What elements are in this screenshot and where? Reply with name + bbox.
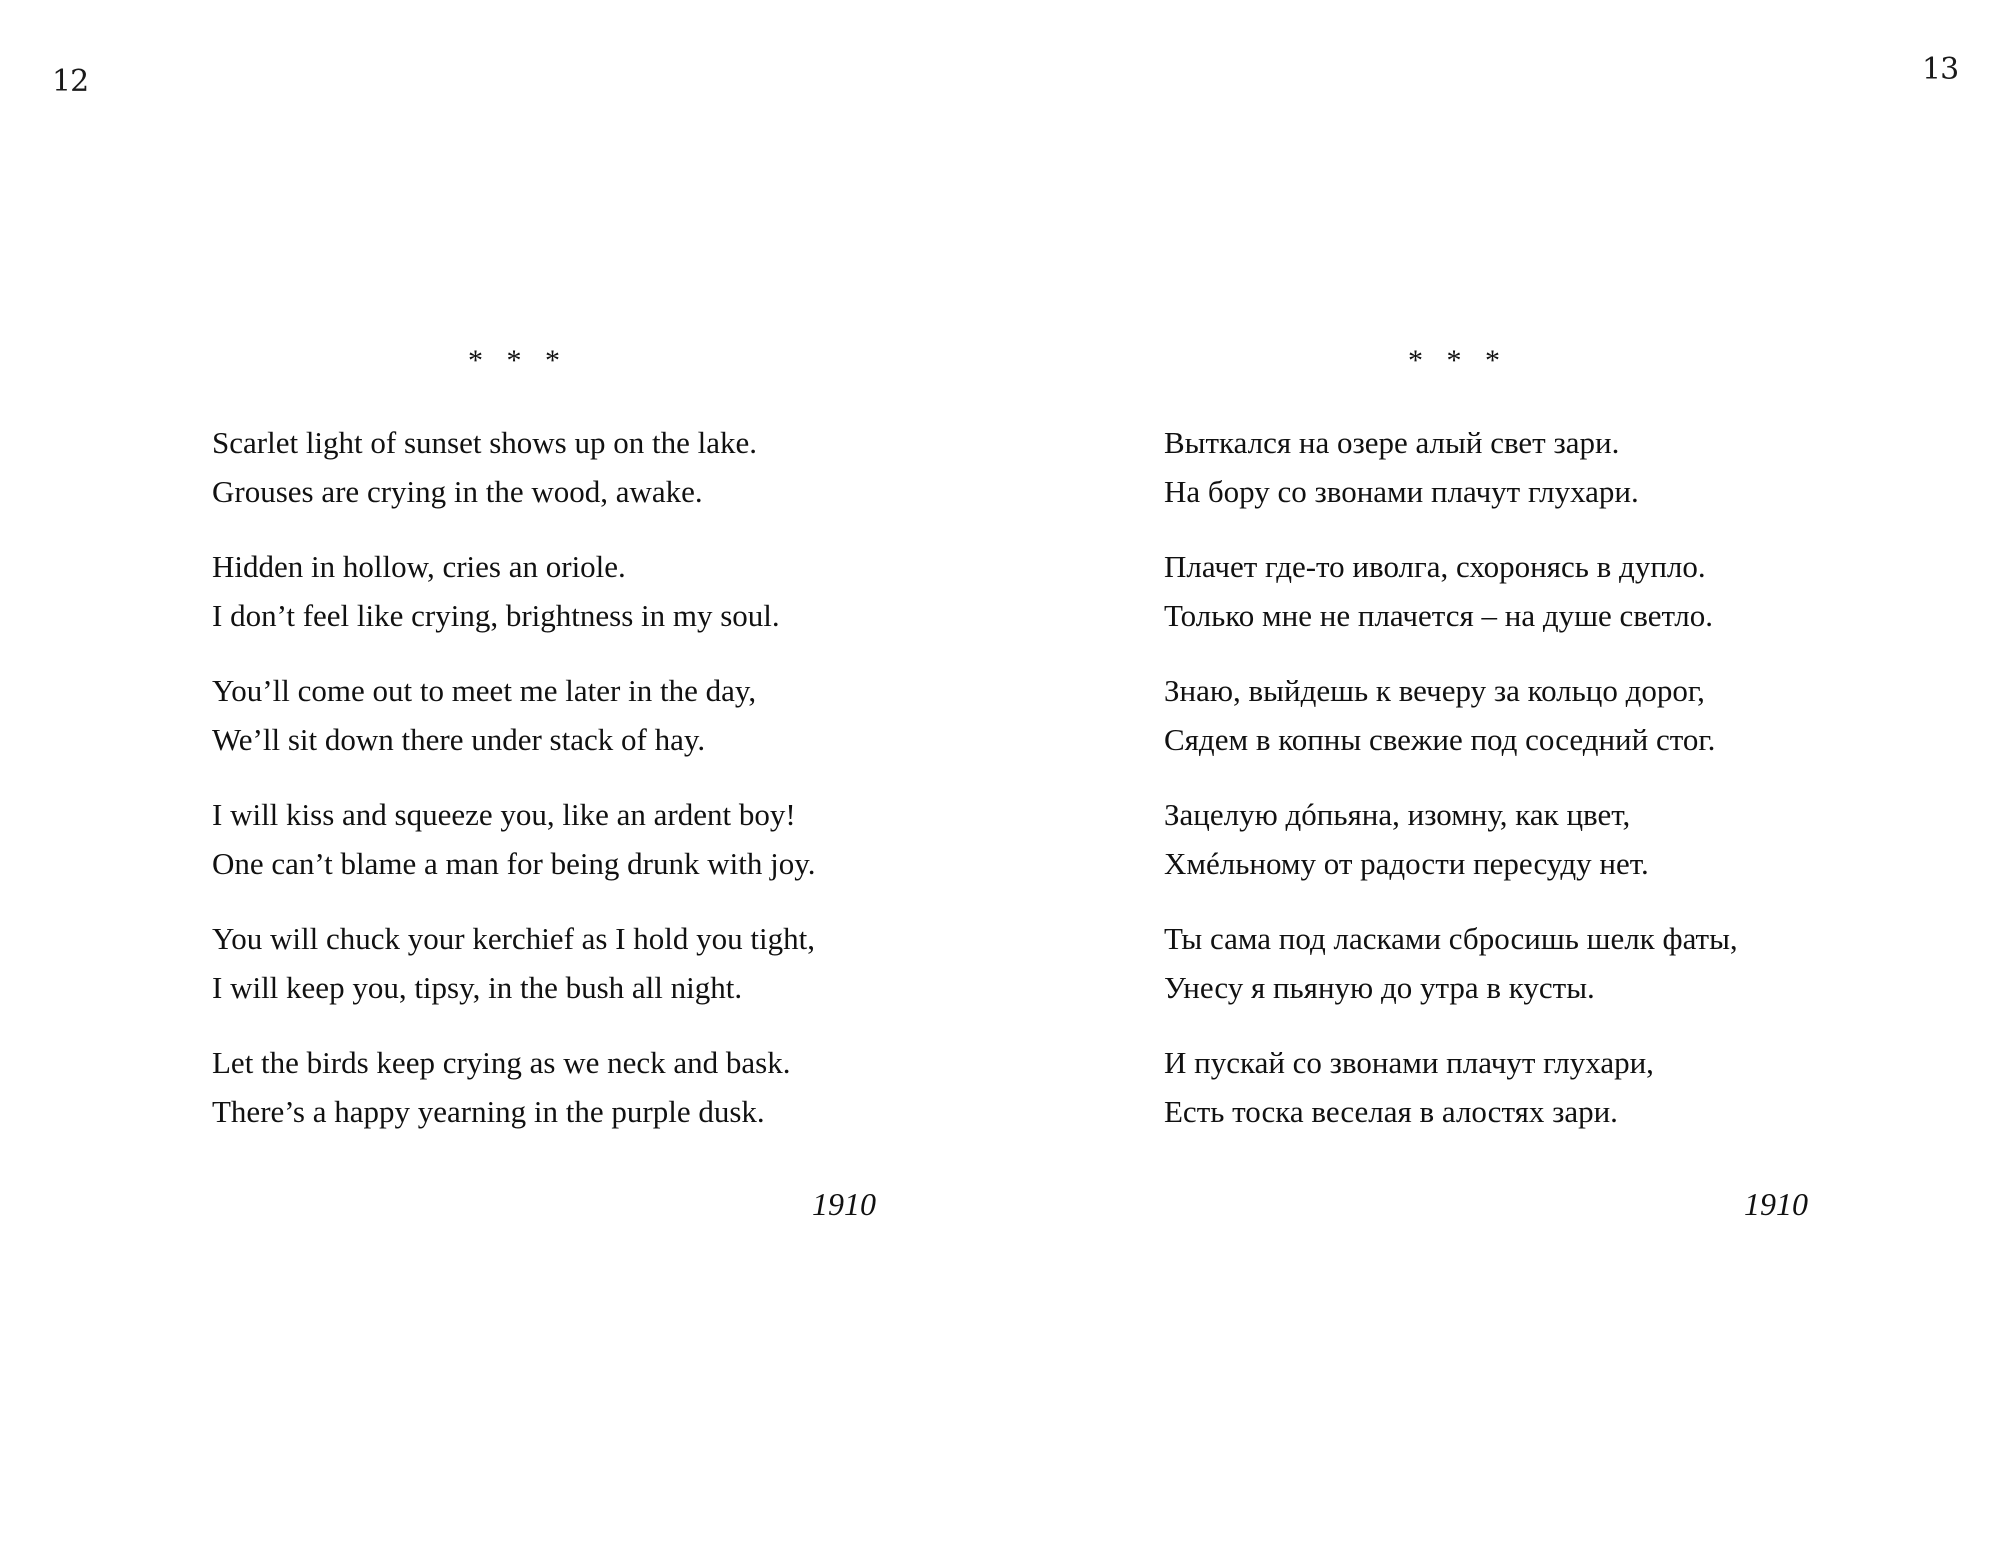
- stanza: [1164, 914, 1738, 1012]
- right-page: [1000, 0, 2000, 1544]
- poem-line: There’s a happy yearning in the purple dusk.: [212, 1094, 765, 1129]
- poem-line: I will keep you, tipsy, in the bush all night.: [212, 970, 743, 1005]
- stanza: [212, 666, 815, 764]
- poem-line: Grouses are crying in the wood, awake.: [212, 474, 703, 509]
- poem-line: Зацелую дóпьяна, изомну, как цвет,: [1164, 797, 1631, 832]
- stanza: [212, 1038, 815, 1136]
- poem-year: 1910: [1744, 1186, 1808, 1222]
- poem-line: Let the birds keep crying as we neck and bask.: [212, 1045, 791, 1080]
- poem-line: Hidden in hollow, cries an oriole.: [212, 549, 626, 584]
- poem-line: We’ll sit down there under stack of hay.: [212, 722, 706, 757]
- poem-line: Scarlet light of sunset shows up on the lake.: [212, 425, 757, 460]
- page-number: 12: [52, 64, 89, 99]
- poem-line: You’ll come out to meet me later in the day,: [212, 673, 757, 708]
- poem-english: [212, 418, 815, 1162]
- poem-line: Плачет где-то иволга, схоронясь в дупло.: [1164, 549, 1706, 584]
- stanza: [1164, 666, 1738, 764]
- poem-line: Только мне не плачется – на душе светло.: [1164, 598, 1713, 633]
- poem-year: 1910: [812, 1186, 876, 1222]
- poem-line: Сядем в копны свежие под соседний стог.: [1164, 722, 1716, 757]
- stanza: [1164, 1038, 1738, 1136]
- section-asterisks: * * *: [468, 344, 568, 377]
- stanza: [212, 790, 815, 888]
- stanza: [212, 914, 815, 1012]
- poem-line: Знаю, выйдешь к вечеру за кольцо дорог,: [1164, 673, 1705, 708]
- poem-line: One can’t blame a man for being drunk with joy.: [212, 846, 816, 881]
- poem-line: И пускай со звонами плачут глухари,: [1164, 1045, 1654, 1080]
- poem-russian: [1164, 418, 1738, 1162]
- poem-line: На бору со звонами плачут глухари.: [1164, 474, 1639, 509]
- poem-line: Хмéльному от радости пересуду нет.: [1164, 846, 1649, 881]
- stanza: [1164, 790, 1738, 888]
- stanza: [1164, 542, 1738, 640]
- poem-line: Есть тоска веселая в алостях зари.: [1164, 1094, 1618, 1129]
- poem-line: You will chuck your kerchief as I hold you tight,: [212, 921, 815, 956]
- poem-line: I will kiss and squeeze you, like an ardent boy!: [212, 797, 796, 832]
- section-asterisks: * * *: [1408, 344, 1508, 377]
- stanza: [1164, 418, 1738, 516]
- poem-line: Ты сама под ласками сбросишь шелк фаты,: [1164, 921, 1738, 956]
- page-number: 13: [1922, 52, 1959, 87]
- poem-line: I don’t feel like crying, brightness in my soul.: [212, 598, 780, 633]
- stanza: [212, 542, 815, 640]
- stanza: [212, 418, 815, 516]
- poem-line: Выткался на озере алый свет зари.: [1164, 425, 1620, 460]
- poem-line: Унесу я пьяную до утра в кусты.: [1164, 970, 1595, 1005]
